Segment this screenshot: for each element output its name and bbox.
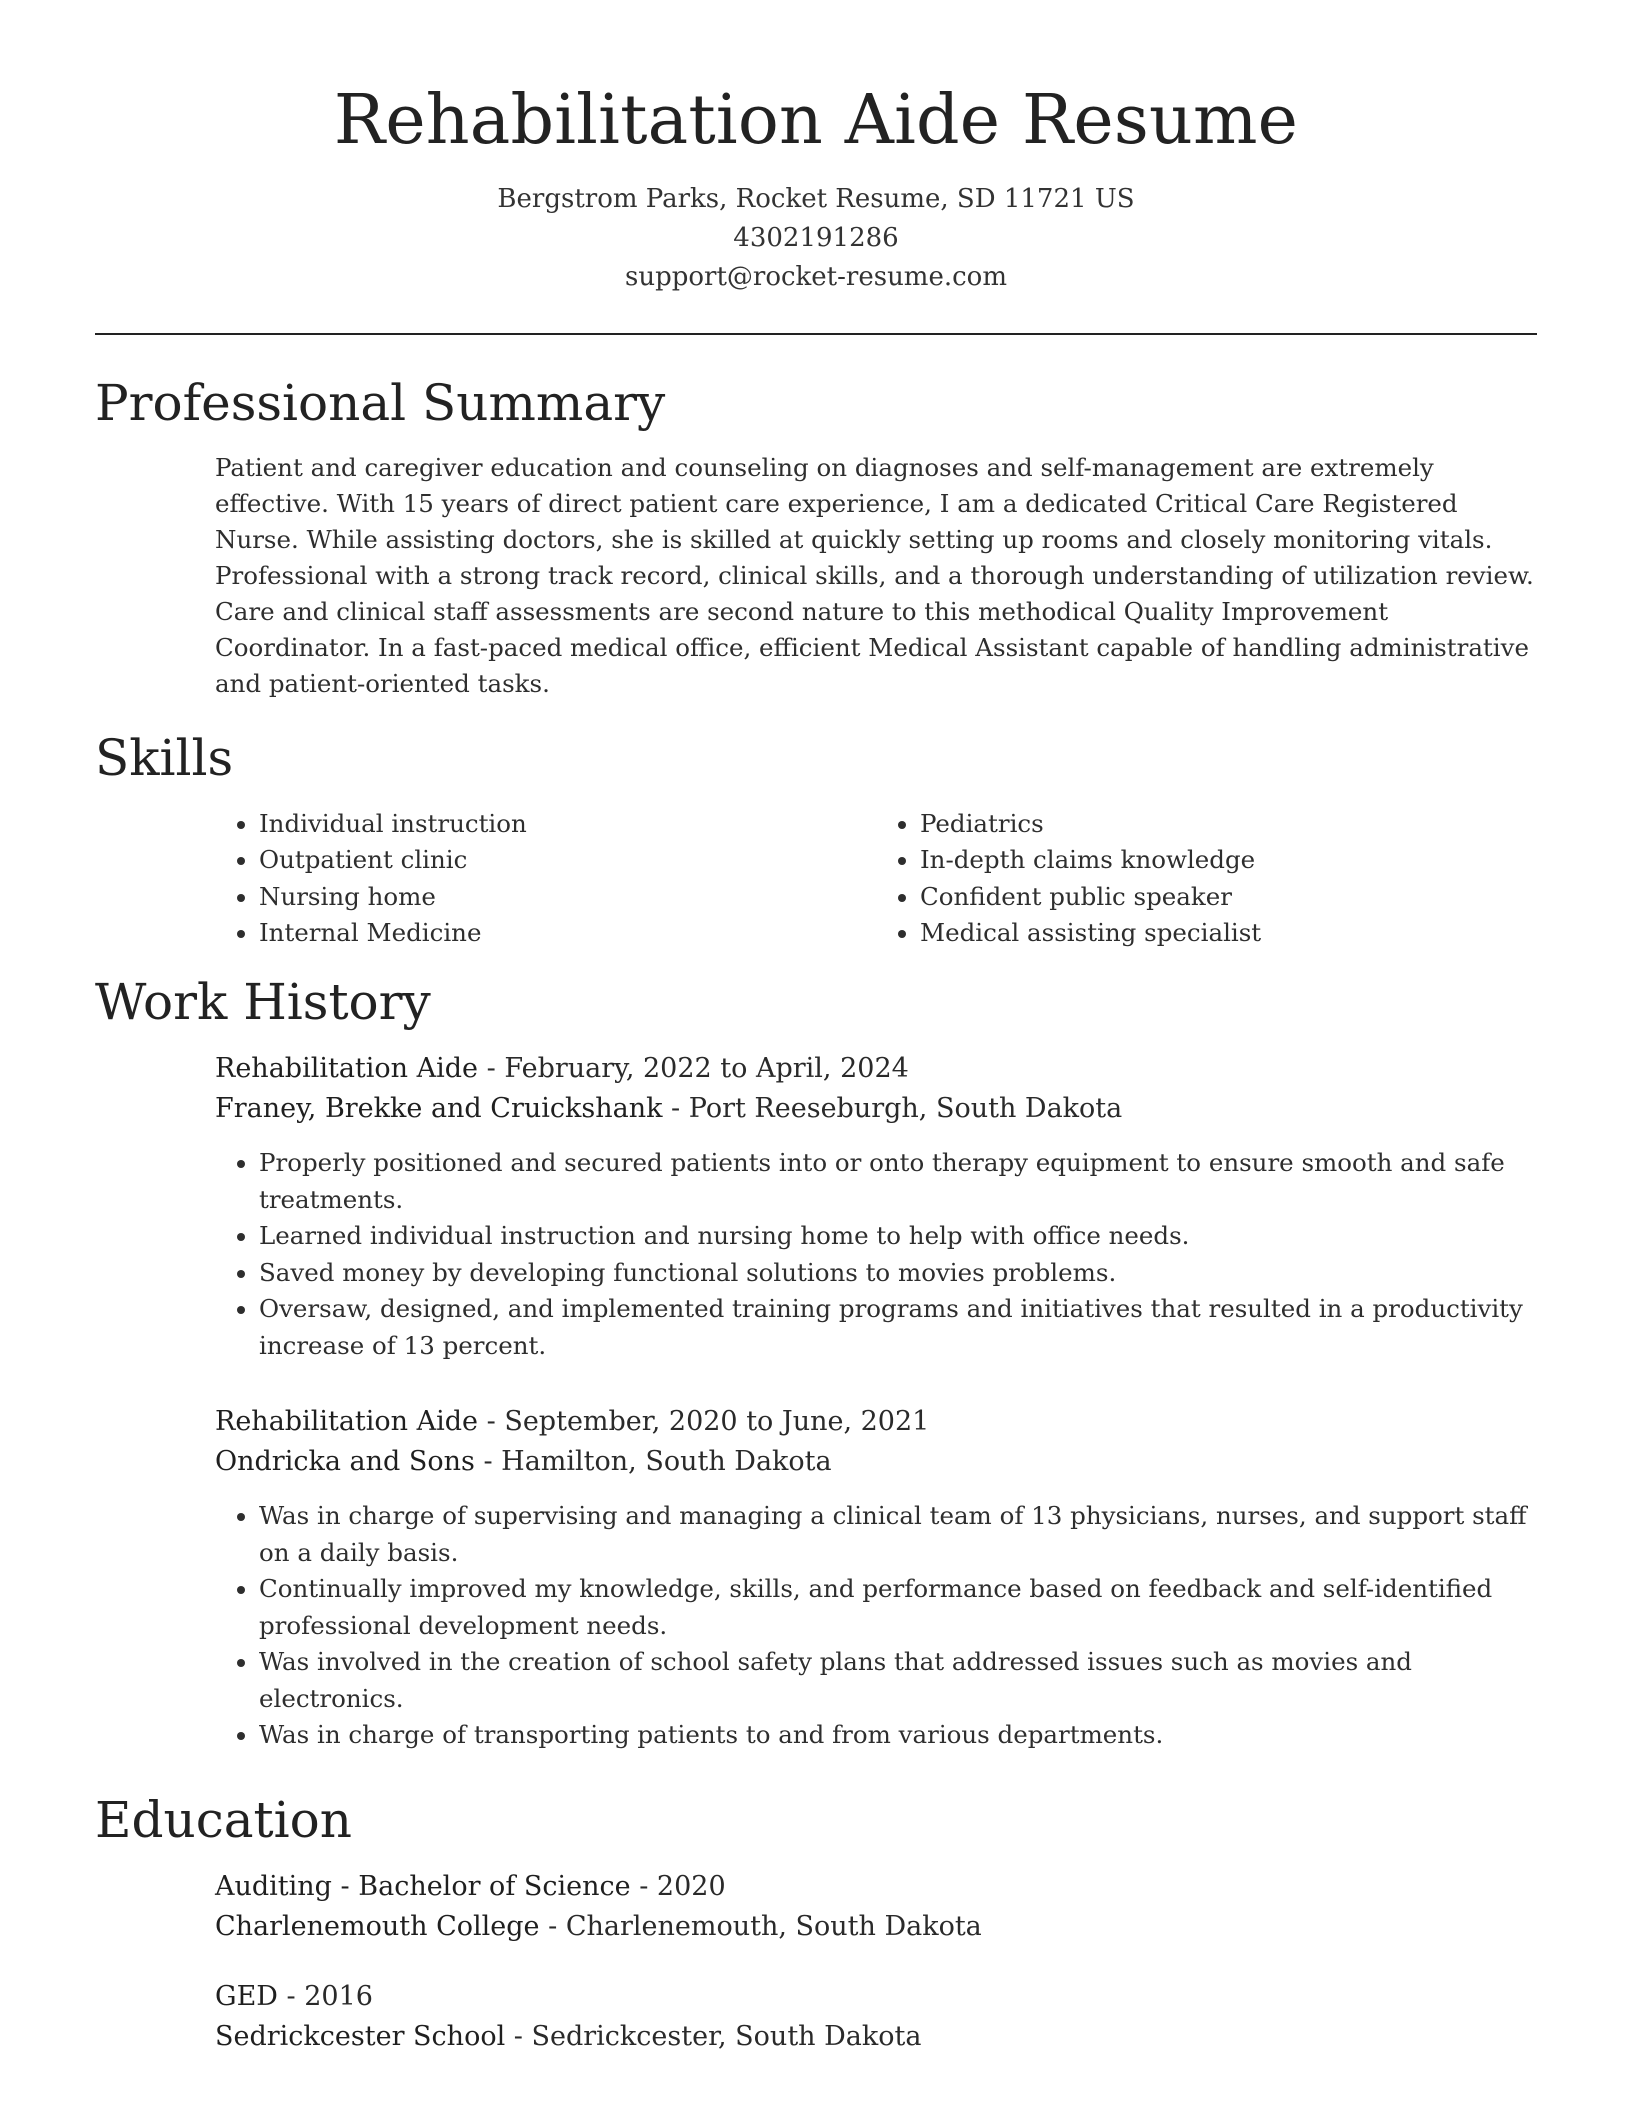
- education-location: - Charlenemouth, South Dakota: [539, 1911, 982, 1943]
- job-entry: [215, 1049, 1537, 1364]
- job-company: Franey, Brekke and Cruickshank: [215, 1093, 663, 1125]
- education-degree-line: [215, 1977, 1537, 2017]
- education-degree-line: [215, 1867, 1537, 1907]
- header-divider: [95, 333, 1537, 335]
- education-school: Charlenemouth College: [215, 1911, 540, 1943]
- education-degree: Auditing - Bachelor of Science: [215, 1871, 631, 1903]
- section-title-summary: Professional Summary: [95, 373, 666, 432]
- education-school-line: [215, 1907, 1537, 1947]
- skill-item: • Nursing home: [259, 879, 876, 916]
- skills-grid: [215, 806, 1537, 952]
- section-work-history: [95, 974, 1537, 1754]
- job-bullet: • Saved money by developing functional solutions to movies problems.: [259, 1255, 1537, 1292]
- job-role: Rehabilitation Aide: [215, 1406, 479, 1438]
- education-school-line: [215, 2017, 1537, 2057]
- education-year: - 2016: [277, 1981, 373, 2013]
- job-bullet: • Was in charge of transporting patients to and from various departments.: [259, 1717, 1537, 1754]
- education-entry: [215, 1977, 1537, 2057]
- job-dates: - February, 2022 to April, 2024: [478, 1053, 909, 1085]
- job-bullets: [215, 1498, 1537, 1754]
- job-dates: - September, 2020 to June, 2021: [478, 1406, 930, 1438]
- section-title-work: Work History: [95, 972, 431, 1031]
- job-bullets: [215, 1145, 1537, 1364]
- resume-header: [95, 80, 1537, 297]
- summary-text: Patient and caregiver education and counseling on diagnoses and self-management are extremely effective. With 15 years of direct patient care experience, I am a dedicated Critical Care Registered Nurse. While assisting doctors, she is skilled at quickly setting up rooms and closely monitoring vitals. Professional with a strong track record, clinical skills, and a thorough understanding of utilization review. Care and clinical staff assessments are second nature to this methodical Quality Improvement Coordinator. In a fast-paced medical office, efficient Medical Assistant capable of handling administrative and patient-oriented tasks.: [215, 453, 1534, 699]
- section-professional-summary: [95, 375, 1537, 703]
- job-title-line: [215, 1049, 1537, 1089]
- job-bullet: • Properly positioned and secured patients into or onto therapy equipment to ensure smooth and safe treatments.: [259, 1145, 1537, 1218]
- job-bullet: • Oversaw, designed, and implemented training programs and initiatives that resulted in a productivity increase of 13 percent.: [259, 1291, 1537, 1364]
- job-role: Rehabilitation Aide: [215, 1053, 479, 1085]
- job-entry: [215, 1402, 1537, 1754]
- job-location: - Hamilton, South Dakota: [474, 1446, 832, 1478]
- job-bullet: • Was involved in the creation of school safety plans that addressed issues such as movies and electronics.: [259, 1644, 1537, 1717]
- job-title-line: [215, 1402, 1537, 1442]
- job-company-line: [215, 1442, 1537, 1482]
- skill-item: • In-depth claims knowledge: [920, 842, 1537, 879]
- contact-address: Bergstrom Parks, Rocket Resume, SD 11721 US: [497, 183, 1135, 214]
- contact-phone: 4302191286: [733, 222, 899, 253]
- education-year: - 2020: [630, 1871, 726, 1903]
- skill-item: • Outpatient clinic: [259, 842, 876, 879]
- job-company: Ondricka and Sons: [215, 1446, 475, 1478]
- section-skills: [95, 730, 1537, 952]
- job-bullet: • Continually improved my knowledge, skills, and performance based on feedback and self-identified professional development needs.: [259, 1571, 1537, 1644]
- resume-title: Rehabilitation Aide Resume: [333, 81, 1299, 160]
- skill-item: • Individual instruction: [259, 806, 876, 843]
- skills-list-left: [215, 806, 876, 952]
- skill-item: • Medical assisting specialist: [920, 915, 1537, 952]
- skill-item: • Confident public speaker: [920, 879, 1537, 916]
- skills-list-right: [876, 806, 1537, 952]
- skill-item: • Pediatrics: [920, 806, 1537, 843]
- section-education: [95, 1792, 1537, 2058]
- section-title-education: Education: [95, 1790, 352, 1849]
- job-company-line: [215, 1089, 1537, 1129]
- education-entry: [215, 1867, 1537, 1947]
- job-bullet: • Was in charge of supervising and managing a clinical team of 13 physicians, nurses, and support staff on a daily basis.: [259, 1498, 1537, 1571]
- education-school: Sedrickcester School: [215, 2021, 506, 2053]
- education-degree: GED: [215, 1981, 278, 2013]
- contact-email: support@rocket-resume.com: [624, 261, 1007, 292]
- job-bullet: • Learned individual instruction and nursing home to help with office needs.: [259, 1218, 1537, 1255]
- job-location: - Port Reeseburgh, South Dakota: [662, 1093, 1123, 1125]
- contact-info: [95, 180, 1537, 297]
- section-title-skills: Skills: [95, 729, 234, 788]
- skill-item: • Internal Medicine: [259, 915, 876, 952]
- education-location: - Sedrickcester, South Dakota: [505, 2021, 922, 2053]
